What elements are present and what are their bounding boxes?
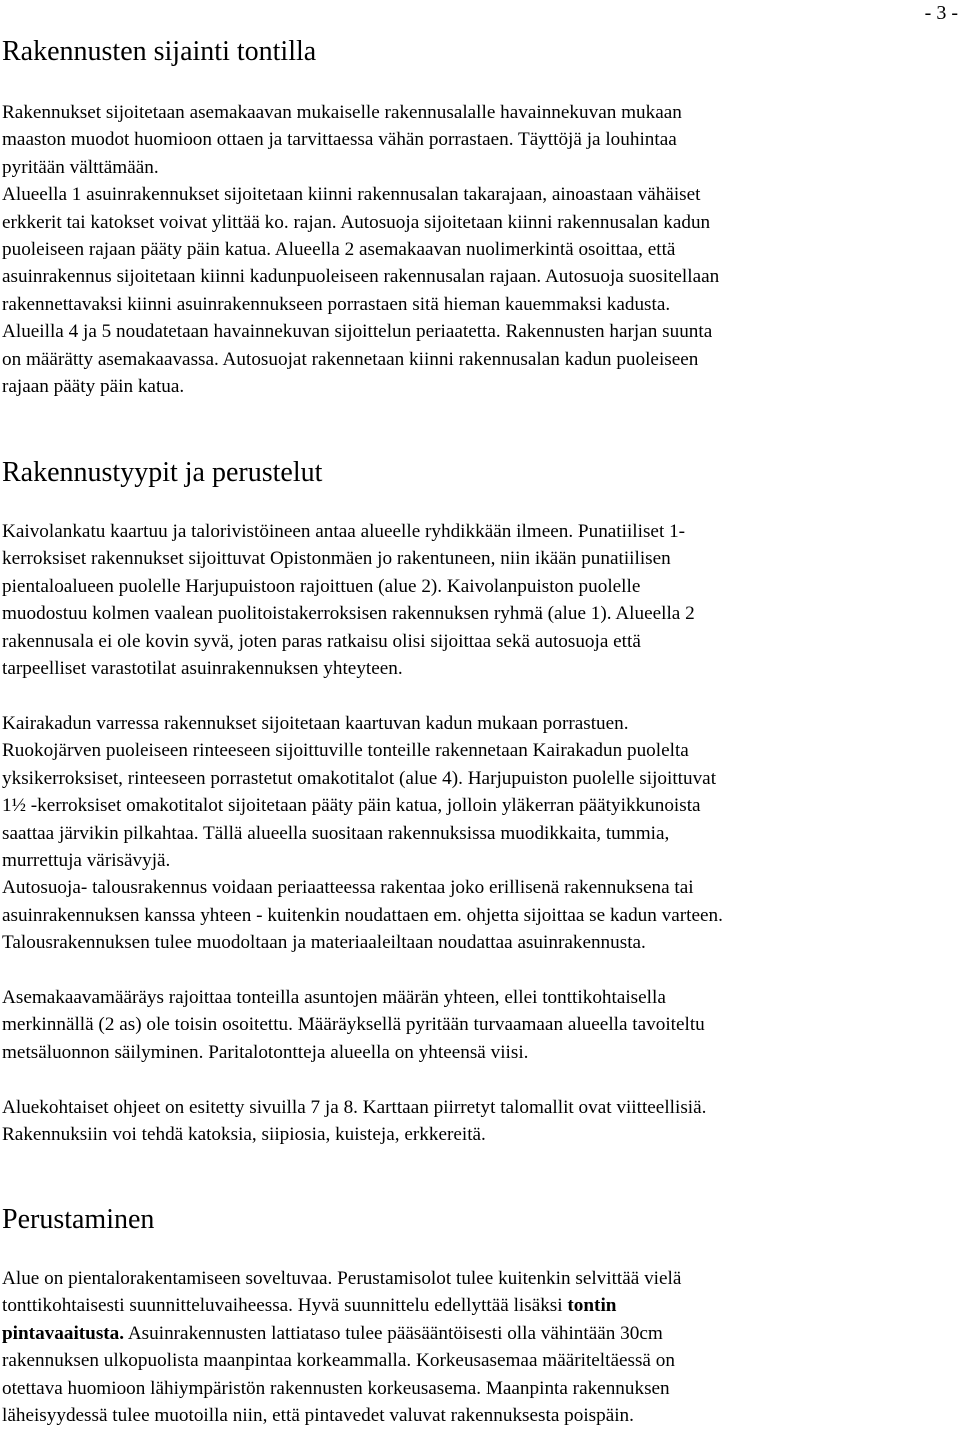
- text-line: erkkerit tai katokset voivat ylittää ko. rajan. Autosuoja sijoitetaan kiinni rakennusalan kadun: [2, 211, 711, 233]
- paragraph: [2, 518, 695, 682]
- text-segment: Asuinrakennusten lattiataso tulee pääsääntöisesti olla vähintään 30cm: [124, 1322, 663, 1344]
- text-line: rakennusala ei ole kovin syvä, joten paras ratkaisu olisi sijoittaa sekä autosuoja että: [2, 630, 641, 652]
- text-line: Alueella 1 asuinrakennukset sijoitetaan kiinni rakennusalan takarajaan, ainoastaan vähäiset: [2, 184, 701, 206]
- text-line: pyritään välttämään.: [2, 156, 159, 178]
- text-line: [2, 1320, 681, 1347]
- text-line: otettava huomioon lähiympäristön rakennusten korkeusasema. Maanpinta rakennuksen: [2, 1377, 670, 1399]
- page-number: - 3 -: [924, 2, 958, 24]
- text-line: yksikerroksiset, rinteeseen porrastetut omakotitalot (alue 4). Harjupuiston puolelle sijoittuvat: [2, 767, 717, 789]
- text-line: puoleiseen rajaan pääty päin katua. Alueella 2 asemakaavan nuolimerkintä osoittaa, että: [2, 239, 676, 261]
- text-line: Alueilla 4 ja 5 noudatetaan havainnekuvan sijoittelun periaatetta. Rakennusten harjan suunta: [2, 321, 713, 343]
- text-line: Kairakadun varressa rakennukset sijoitetaan kaartuvan kadun mukaan porrastuen.: [2, 713, 629, 734]
- text-line: saattaa järvikin pilkahtaa. Tällä alueella suositaan rakennuksissa muodikkaita, tummia,: [2, 822, 670, 844]
- text-line: metsäluonnon säilyminen. Paritalotontteja alueella on yhteensä viisi.: [2, 1041, 529, 1063]
- text-line: [2, 1292, 681, 1319]
- text-line: 1½ -kerroksiset omakotitalot sijoitetaan pääty päin katua, jolloin yläkerran päätyikkunoista: [2, 795, 701, 817]
- text-line: kerroksiset rakennukset sijoittuvat Opistonmäen jo rakentuneen, niin ikään punatiilisen: [2, 548, 671, 570]
- paragraph: [2, 99, 719, 400]
- text-line: Asemakaavamääräys rajoittaa tonteilla asuntojen määrän yhteen, ellei tonttikohtaisella: [2, 987, 666, 1008]
- paragraph: [2, 1094, 706, 1149]
- paragraph: [2, 1265, 681, 1429]
- text-line: tarpeelliset varastotilat asuinrakennuksen yhteyteen.: [2, 658, 403, 680]
- text-line: Kaivolankatu kaartuu ja talorivistöineen antaa alueelle ryhdikkään ilmeen. Punatiiliset 1-: [2, 521, 686, 542]
- text-line: muodostuu kolmen vaalean puolitoistakerroksisen rakennuksen ryhmä (alue 1). Alueella 2: [2, 603, 695, 625]
- section-title: Perustaminen: [2, 1204, 155, 1235]
- text-line: Autosuoja- talousrakennus voidaan periaatteessa rakentaa joko erillisenä rakennuksena tai: [2, 877, 694, 899]
- text-line: on määrätty asemakaavassa. Autosuojat rakennetaan kiinni rakennusalan kadun puoleiseen: [2, 348, 699, 370]
- text-line: Rakennuksiin voi tehdä katoksia, siipiosia, kuisteja, erkkereitä.: [2, 1124, 486, 1146]
- text-line: merkinnällä (2 as) ole toisin osoitettu. Määräyksellä pyritään turvaamaan alueella tavoiteltu: [2, 1014, 705, 1036]
- text-line: rakennettavaksi kiinni asuinrakennukseen porrastaen sitä hieman kauemmaksi kadusta.: [2, 293, 671, 315]
- text-line: Alue on pientalorakentamiseen soveltuvaa. Perustamisolot tulee kuitenkin selvittää vielä: [2, 1268, 682, 1289]
- text-line: asuinrakennus sijoitetaan kiinni kadunpuoleiseen rakennusalan rajaan. Autosuoja suositellaan: [2, 266, 720, 288]
- section-title: Rakennustyypit ja perustelut: [2, 457, 323, 488]
- text-line: pientaloalueen puolelle Harjupuistoon rajoittuen (alue 2). Kaivolanpuiston puolelle: [2, 575, 641, 597]
- text-line: Aluekohtaiset ohjeet on esitetty sivuilla 7 ja 8. Karttaan piirretyt talomallit ovat viitteellisiä.: [2, 1097, 707, 1118]
- text-line: asuinrakennuksen kanssa yhteen - kuitenkin noudattaen em. ohjetta sijoittaa se kadun varteen.: [2, 904, 723, 926]
- text-line: Ruokojärven puoleiseen rinteeseen sijoittuville tonteille rakennetaan Kairakadun puolelta: [2, 740, 689, 762]
- emphasis-text: tontin: [567, 1295, 617, 1317]
- paragraph: [2, 984, 705, 1066]
- text-segment: tonttikohtaisesti suunnitteluvaiheessa. Hyvä suunnittelu edellyttää lisäksi: [2, 1295, 568, 1317]
- text-line: rajaan pääty päin katua.: [2, 376, 185, 398]
- text-line: läheisyydessä tulee muotoilla niin, että pintavedet valuvat rakennuksesta poispäin.: [2, 1405, 634, 1427]
- text-line: murrettuja värisävyjä.: [2, 850, 171, 872]
- section-title: Rakennusten sijainti tontilla: [2, 36, 317, 67]
- text-line: Rakennukset sijoitetaan asemakaavan mukaiselle rakennusalalle havainnekuvan mukaan: [2, 102, 682, 123]
- text-line: rakennuksen ulkopuolista maanpintaa korkeammalla. Korkeusasemaa määriteltäessä on: [2, 1350, 675, 1372]
- paragraph: [2, 710, 723, 957]
- text-line: maaston muodot huomioon ottaen ja tarvittaessa vähän porrastaen. Täyttöjä ja louhintaa: [2, 129, 677, 151]
- text-line: Talousrakennuksen tulee muodoltaan ja materiaaleiltaan noudattaa asuinrakennusta.: [2, 932, 646, 954]
- emphasis-text: pintavaaitusta.: [2, 1322, 125, 1344]
